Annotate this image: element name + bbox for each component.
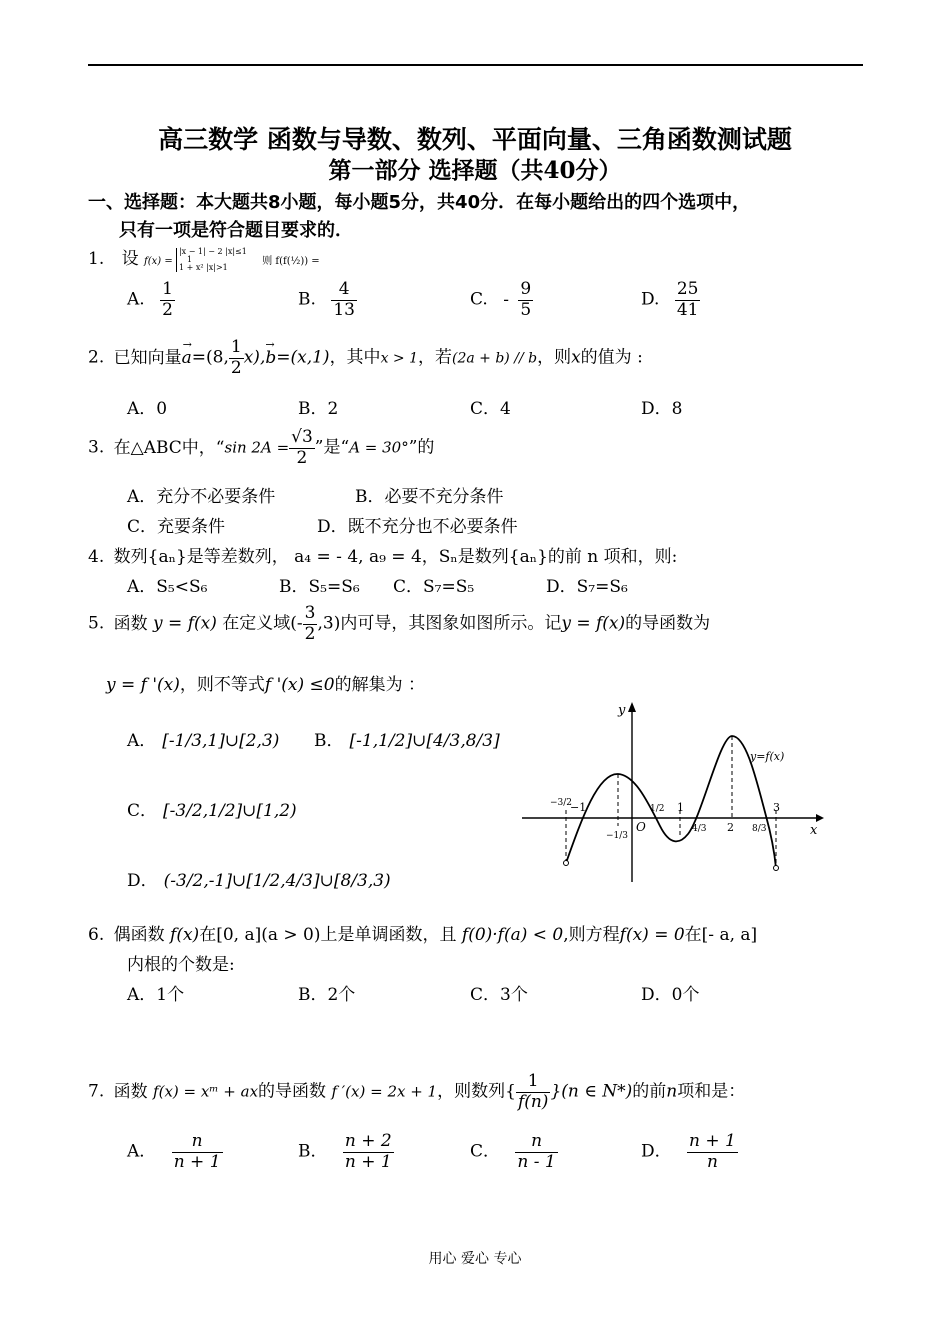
y-axis-arrow — [628, 702, 636, 712]
left-endpoint — [564, 861, 569, 866]
part-subtitle: 第一部分 选择题（共40分） — [328, 157, 622, 184]
right-endpoint — [774, 866, 779, 871]
tick-neg13: −1/3 — [606, 831, 629, 841]
question-number: 6. — [88, 925, 105, 945]
curve-label: y=f(x) — [750, 750, 785, 763]
question-3: 3. 在△ABC中，“sin 2A = $\frac{√3}{2}$ ”是“A = 30°”的 — [88, 427, 435, 468]
q2-option-b[interactable]: B．2 — [298, 399, 339, 419]
q2-option-a[interactable]: A．0 — [127, 399, 168, 419]
x-axis-label: x — [810, 823, 818, 838]
q7-option-c[interactable]: C． $\frac{n}{n - 1}$ — [470, 1131, 556, 1172]
question-7: 7. 函数 f(x) = xᵐ + ax的导函数 f ′(x) = 2x + 1，则数列{ $\frac{1}{f(n)}$ }(n ∈ N*)的前n项和是： — [88, 1071, 746, 1112]
q1-option-d[interactable]: D. $\frac{25}{41}$ — [641, 279, 699, 320]
q2-option-d[interactable]: D．8 — [641, 399, 683, 419]
q7-option-a[interactable]: A． $\frac{n}{n + 1}$ — [127, 1131, 221, 1172]
function-curve — [566, 736, 776, 868]
question-5: 5. 函数 y = f(x) 在定义域(- $\frac{3}{2}$ ,3)内可导，其图象如图所示。记y = f(x)的导函数为 — [88, 603, 711, 644]
section-heading: 一、选择题：本大题共8小题，每小题5分，共40分．在每小题给出的四个选项中， — [88, 192, 751, 213]
question-number: 7. — [88, 1081, 105, 1102]
q1-option-a[interactable]: A. $\frac{1}{2}$ — [127, 279, 173, 320]
question-number: 3. — [88, 437, 105, 458]
q5-option-b[interactable]: B． [-1,1/2]∪[4/3,8/3] — [314, 731, 500, 751]
y-axis-label: y — [618, 703, 626, 718]
q3-option-d[interactable]: D．既不充分也不必要条件 — [317, 517, 518, 537]
tick-neg1: −1 — [570, 801, 587, 814]
page-title: 高三数学 函数与导数、数列、平面向量、三角函数测试题 — [158, 125, 792, 154]
tick-3: 3 — [773, 801, 780, 814]
question-number: 2. — [88, 347, 105, 368]
question-number: 4. — [88, 547, 105, 567]
q4-option-b[interactable]: B．S₅=S₆ — [279, 577, 360, 597]
question-stem: 设 — [121, 249, 139, 269]
tick-43: 4/3 — [692, 824, 707, 834]
q6-option-a[interactable]: A．1个 — [127, 985, 185, 1005]
question-5-line2: y = f '(x)，则不等式f '(x) ≤0的解集为 ： — [106, 675, 425, 695]
tick-neg32: −3/2 — [550, 798, 573, 808]
q3-option-a[interactable]: A．充分不必要条件 — [127, 487, 276, 507]
q5-option-d[interactable]: D． (-3/2,-1]∪[1/2,4/3]∪[8/3,3) — [127, 871, 391, 891]
section-heading-cont: 只有一项是符合题目要求的． — [119, 220, 353, 241]
q5-option-a[interactable]: A． [-1/3,1]∪[2,3) — [127, 731, 280, 751]
q1-option-c[interactable]: C. - $\frac{9}{5}$ — [470, 279, 532, 320]
function-graph — [510, 698, 830, 890]
tick-83: 8/3 — [752, 824, 767, 834]
q4-option-d[interactable]: D．S₇=S₆ — [546, 577, 628, 597]
question-number: 5. — [88, 613, 105, 634]
question-2: 2. 已知向量 → a=(8, $\frac{1}{2}$ x), → b=(x,1)，其中x > 1，若(2a + b) // b，则x的值为 : — [88, 337, 643, 378]
question-tail: 则 f(f(½)) = — [262, 256, 320, 267]
q5-option-c[interactable]: C． [-3/2,1/2]∪[1,2) — [127, 801, 297, 821]
question-1: 1. 设 f(x) = |x − 1| − 2 |x|≤1 1 1 + x² |x|>1 则 f(f(½)) = — [88, 246, 320, 272]
question-6: 6. 偶函数 f(x)在[0, a](a > 0)上是单调函数，且 f(0)·f(a) < 0,则方程f(x) = 0在[- a, a] — [88, 925, 758, 945]
page-footer: 用心 爱心 专心 — [428, 1251, 522, 1267]
question-number: 1. — [88, 249, 105, 269]
question-6-line2: 内根的个数是: — [127, 955, 235, 975]
tick-half: 1/2 — [650, 804, 665, 814]
q4-option-c[interactable]: C．S₇=S₅ — [393, 577, 475, 597]
q4-option-a[interactable]: A．S₅<S₆ — [127, 577, 208, 597]
header-rule — [88, 64, 863, 66]
tick-1: 1 — [677, 801, 684, 814]
q3-option-b[interactable]: B．必要不充分条件 — [355, 487, 504, 507]
q7-option-b[interactable]: B． $\frac{n + 2}{n + 1}$ — [298, 1131, 392, 1172]
q6-option-c[interactable]: C．3个 — [470, 985, 528, 1005]
piecewise-definition: |x − 1| − 2 |x|≤1 1 1 + x² |x|>1 — [176, 248, 247, 272]
tick-2: 2 — [727, 821, 734, 834]
q3-option-c[interactable]: C．充要条件 — [127, 517, 226, 537]
q2-option-c[interactable]: C．4 — [470, 399, 511, 419]
x-axis-arrow — [816, 814, 824, 822]
q6-option-b[interactable]: B．2个 — [298, 985, 356, 1005]
origin-label: O — [636, 820, 646, 834]
q6-option-d[interactable]: D．0个 — [641, 985, 700, 1005]
q1-option-b[interactable]: B. $\frac{4}{13}$ — [298, 279, 355, 320]
q7-option-d[interactable]: D． $\frac{n + 1}{n}$ — [641, 1131, 736, 1172]
question-4: 4. 数列{aₙ}是等差数列， a₄ = - 4, a₉ = 4，Sₙ是数列{aₙ}的前 n 项和，则: — [88, 547, 678, 567]
